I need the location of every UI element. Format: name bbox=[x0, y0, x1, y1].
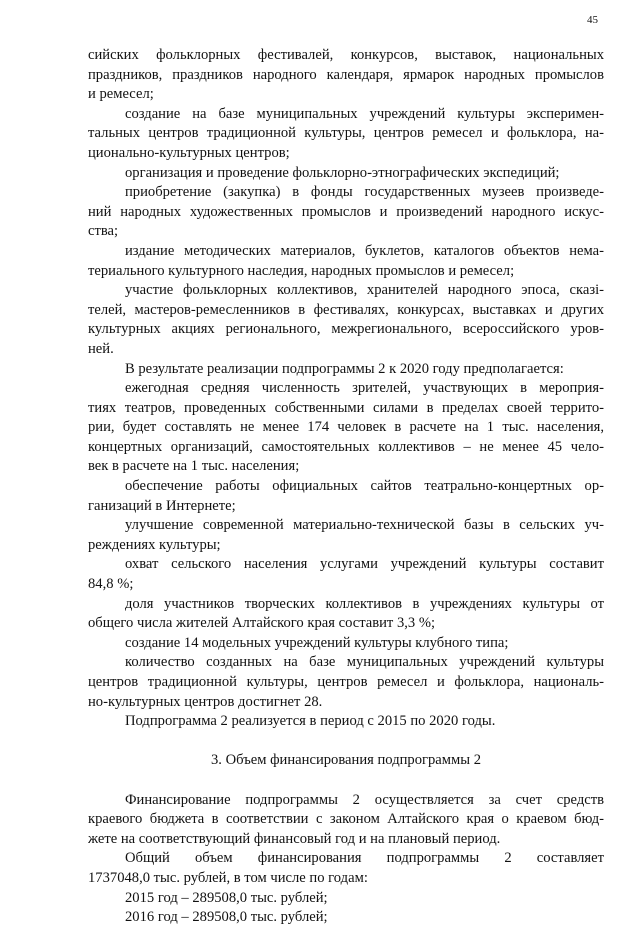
text-line: В результате реализации подпрограммы 2 к 2020 году предполагается: bbox=[125, 360, 564, 377]
text-line: праздников, праздников народного календаря, ярмарок народных промыслов bbox=[88, 66, 604, 83]
text-line: обеспечение работы официальных сайтов театрально-концертных ор- bbox=[125, 478, 604, 495]
text-line: Подпрограмма 2 реализуется в период с 2015 по 2020 годы. bbox=[125, 713, 496, 730]
section-heading: 3. Объем финансирования подпрограммы 2 bbox=[211, 752, 481, 769]
text-line: Общий объем финансирования подпрограммы 2 составляет bbox=[125, 850, 604, 867]
text-line: тальных центров традиционной культуры, центров ремесел и фольклора, на- bbox=[88, 125, 604, 142]
text-line: и ремесел; bbox=[88, 86, 154, 103]
text-line: ства; bbox=[88, 223, 119, 240]
text-line: участие фольклорных коллективов, хранителей народного эпоса, сказi- bbox=[125, 282, 604, 299]
text-line: реждениях культуры; bbox=[88, 536, 221, 553]
text-line: ганизаций в Интернете; bbox=[88, 497, 236, 514]
text-line: издание методических материалов, буклетов, каталогов объектов нема- bbox=[125, 242, 604, 259]
text-line: тиях театров, проведенных собственными силами в пределах своей террито- bbox=[88, 399, 604, 416]
text-line: охват сельского населения услугами учреждений культуры составит bbox=[125, 556, 604, 573]
text-line: создание 14 модельных учреждений культуры клубного типа; bbox=[125, 634, 509, 651]
text-line: доля участников творческих коллективов в учреждениях культуры от bbox=[125, 595, 604, 612]
text-line: краевого бюджета в соответствии с законом Алтайского края о краевом бюд- bbox=[88, 811, 604, 828]
text-line: центров традиционной культуры, центров ремесел и фольклора, националь- bbox=[88, 674, 604, 690]
text-line: рии, будет составлять не менее 174 человек в расчете на 1 тыс. населения, bbox=[88, 419, 604, 436]
text-line: создание на базе муниципальных учреждений культуры эксперимен- bbox=[125, 105, 604, 122]
text-line: 1737048,0 тыс. рублей, в том числе по годам: bbox=[88, 869, 368, 886]
text-line: ней. bbox=[88, 340, 114, 357]
text-line: организация и проведение фольклорно-этнографических экспедиций; bbox=[125, 164, 560, 181]
text-line: 2016 год – 289508,0 тыс. рублей; bbox=[125, 909, 328, 926]
text-line: общего числа жителей Алтайского края составит 3,3 %; bbox=[88, 615, 436, 632]
text-line: концертных организаций, самостоятельных коллективов – не менее 45 чело- bbox=[88, 438, 604, 455]
text-line: жете на соответствующий финансовый год и на плановый период. bbox=[88, 830, 501, 847]
text-line: ционально-культурных центров; bbox=[88, 144, 290, 161]
text-line: териального культурного наследия, народных промыслов и ремесел; bbox=[88, 262, 515, 279]
page-number: 45 bbox=[587, 14, 598, 26]
blank-line bbox=[88, 771, 604, 791]
text-line: приобретение (закупка) в фонды государственных музеев произведе- bbox=[125, 184, 604, 201]
text-line: ежегодная средняя численность зрителей, участвующих в мероприя- bbox=[125, 380, 604, 397]
text-line: ний народных художественных промыслов и произведений народного искус- bbox=[88, 203, 604, 220]
text-line: 2015 год – 289508,0 тыс. рублей; bbox=[125, 889, 328, 906]
text-line: улучшение современной материально-технической базы в сельских уч- bbox=[125, 517, 604, 534]
text-line: культурных акциях регионального, межрегионального, всероссийского уров- bbox=[88, 321, 604, 338]
text-line: сийских фольклорных фестивалей, конкурсов, выставок, национальных bbox=[88, 47, 604, 63]
text-line: Финансирование подпрограммы 2 осуществляется за счет средств bbox=[125, 791, 604, 808]
text-line: количество созданных на базе муниципальных учреждений культуры bbox=[125, 654, 604, 671]
text-line: телей, мастеров-ремесленников в фестивалях, конкурсах, выставках и других bbox=[88, 301, 604, 318]
text-line: 84,8 %; bbox=[88, 576, 134, 593]
document-body bbox=[88, 46, 604, 928]
text-line: век в расчете на 1 тыс. населения; bbox=[88, 458, 300, 475]
text-line: но-культурных центров достигнет 28. bbox=[88, 693, 323, 710]
blank-line bbox=[88, 732, 604, 752]
